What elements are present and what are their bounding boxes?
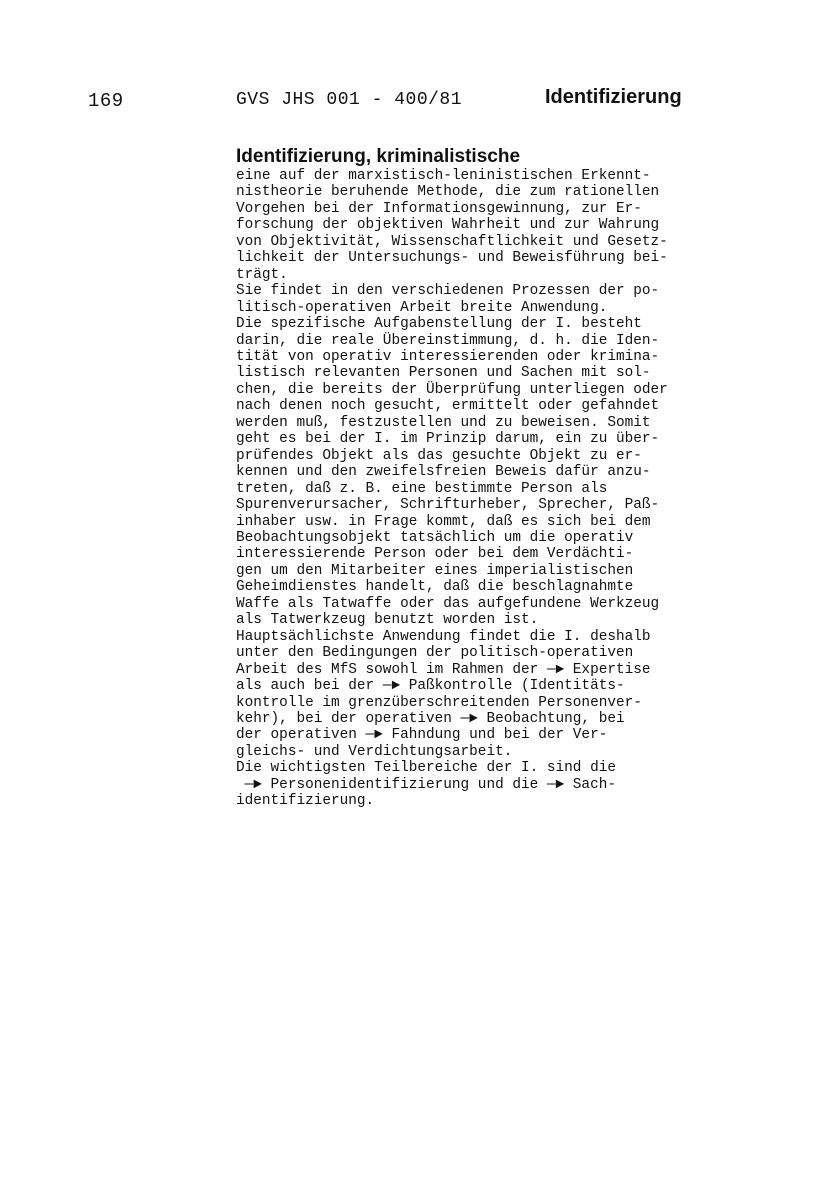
entry-line: unter den Bedingungen der politisch-operativen xyxy=(236,645,634,662)
entry-body xyxy=(236,168,736,810)
entry-line: von Objektivität, Wissenschaftlichkeit und Gesetz- xyxy=(236,233,668,250)
entry-line: Arbeit des MfS sowohl im Rahmen der —► Expertise xyxy=(236,661,651,678)
entry-line: —► Personenidentifizierung und die —► Sach- xyxy=(236,776,616,793)
entry-line: als Tatwerkzeug benutzt worden ist. xyxy=(236,612,539,629)
entry-line: geht es bei der I. im Prinzip darum, ein zu über- xyxy=(236,431,660,448)
entry-line: eine auf der marxistisch-leninistischen Erkennt- xyxy=(236,168,651,184)
entry-line: Beobachtungsobjekt tatsächlich um die operativ xyxy=(236,529,634,546)
entry-line: tität von operativ interessierenden oder krimina- xyxy=(236,348,660,365)
entry-line: werden muß, festzustellen und zu beweisen. Somit xyxy=(236,414,651,431)
entry-line: Die spezifische Aufgabenstellung der I. besteht xyxy=(236,316,642,333)
page-header xyxy=(0,86,825,116)
entry-line: identifizierung. xyxy=(236,793,375,810)
entry-line: gleichs- und Verdichtungsarbeit. xyxy=(236,743,513,760)
entry-line: nach denen noch gesucht, ermittelt oder gefahndet xyxy=(236,398,660,415)
entry-line: Hauptsächlichste Anwendung findet die I. deshalb xyxy=(236,628,651,645)
entry-line: chen, die bereits der Überprüfung unterliegen oder xyxy=(236,381,668,398)
entry-line: Die wichtigsten Teilbereiche der I. sind die xyxy=(236,760,616,777)
entry-line: kontrolle im grenzüberschreitenden Personenver- xyxy=(236,694,642,711)
entry-line: der operativen —► Fahndung und bei der Ver- xyxy=(236,727,608,744)
entry-line: Geheimdienstes handelt, daß die beschlagnahmte xyxy=(236,579,634,596)
section-title: Identifizierung xyxy=(545,86,682,108)
entry-line: kennen und den zweifelsfreien Beweis dafür anzu- xyxy=(236,464,651,481)
dictionary-entry xyxy=(236,146,736,810)
entry-line: darin, die reale Übereinstimmung, d. h. die Iden- xyxy=(236,332,660,349)
entry-line: gen um den Mitarbeiter eines imperialistischen xyxy=(236,562,634,579)
entry-title: Identifizierung, kriminalistische xyxy=(236,146,521,167)
entry-line: nistheorie beruhende Methode, die zum rationellen xyxy=(236,184,660,201)
entry-line: kehr), bei der operativen —► Beobachtung, bei xyxy=(236,710,625,727)
entry-line: Vorgehen bei der Informationsgewinnung, zur Er- xyxy=(236,200,642,217)
entry-line: Sie findet in den verschiedenen Prozessen der po- xyxy=(236,283,660,300)
entry-line: trägt. xyxy=(236,266,288,283)
entry-line: prüfendes Objekt als das gesuchte Objekt zu er- xyxy=(236,447,642,464)
entry-line: litisch-operativen Arbeit breite Anwendung. xyxy=(236,299,608,316)
entry-line: listisch relevanten Personen und Sachen mit sol- xyxy=(236,365,651,382)
document-reference: GVS JHS 001 - 400/81 xyxy=(236,90,463,110)
entry-line: inhaber usw. in Frage kommt, daß es sich bei dem xyxy=(236,513,651,530)
entry-line: forschung der objektiven Wahrheit und zur Wahrung xyxy=(236,217,660,234)
entry-line: interessierende Person oder bei dem Verdächti- xyxy=(236,546,634,563)
entry-line: Spurenverursacher, Schrifturheber, Sprecher, Paß- xyxy=(236,497,660,514)
entry-line: treten, daß z. B. eine bestimmte Person als xyxy=(236,480,608,497)
entry-line: als auch bei der —► Paßkontrolle (Identitäts- xyxy=(236,678,625,695)
entry-line: Waffe als Tatwaffe oder das aufgefundene Werkzeug xyxy=(236,595,660,612)
entry-line: lichkeit der Untersuchungs- und Beweisführung bei- xyxy=(236,250,668,267)
page-number: 169 xyxy=(88,90,124,112)
